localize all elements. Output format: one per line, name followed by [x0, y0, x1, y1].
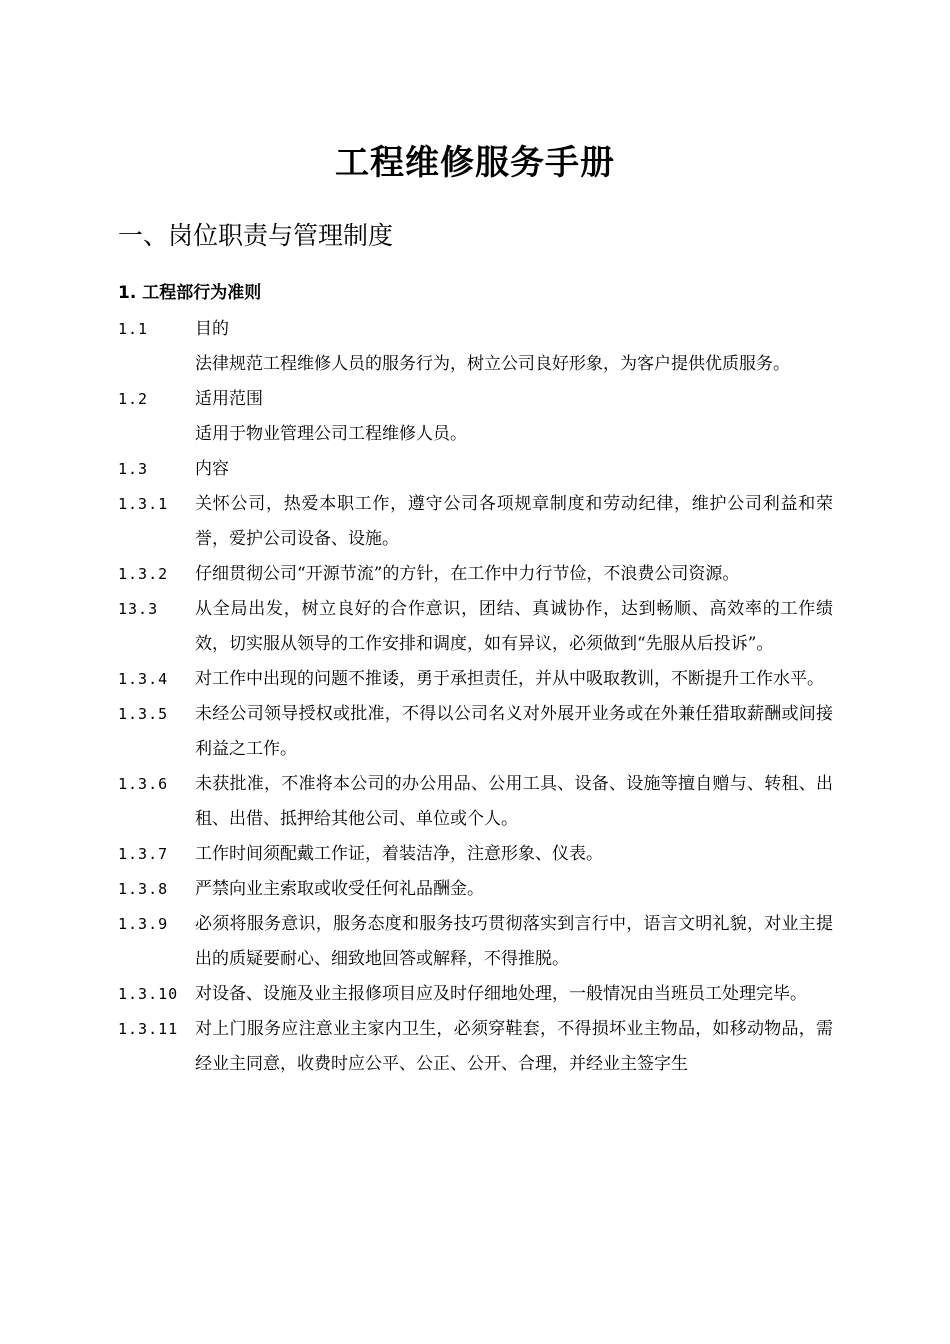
clause-1-3-11 — [118, 1012, 833, 1082]
clause-number: 1.3.9 — [118, 915, 169, 933]
clause-text: 工作时间须配戴工作证，着装洁净，注意形象、仪表。 — [195, 844, 603, 864]
clause-1-1 — [118, 312, 833, 347]
clause-1-3-9 — [118, 907, 833, 977]
section-heading: 一、岗位职责与管理制度 — [118, 221, 394, 250]
clause-number: 1.3.4 — [118, 670, 169, 688]
clause-1-3-8 — [118, 872, 833, 907]
clause-1-3-1 — [118, 487, 833, 557]
clause-1-3-2 — [118, 557, 833, 592]
clause-number: 1.3.2 — [118, 565, 169, 583]
clause-number: 13.3 — [118, 600, 159, 618]
clause-body: 法律规范工程维修人员的服务行为，树立公司良好形象，为客户提供优质服务。 — [195, 354, 790, 374]
clause-1-3 — [118, 452, 833, 487]
clause-1-3-5 — [118, 697, 833, 767]
clause-number: 1.3.10 — [118, 985, 179, 1003]
clause-number: 1.2 — [118, 390, 149, 408]
clause-number: 1.3 — [118, 460, 149, 478]
clause-text: 目的 — [195, 319, 229, 339]
clause-number: 1.3.6 — [118, 775, 169, 793]
clause-1-3-7 — [118, 837, 833, 872]
clause-text: 严禁向业主索取或收受任何礼品酬金。 — [195, 879, 484, 899]
clause-text: 内容 — [195, 459, 229, 479]
clause-text: 仔细贯彻公司“开源节流”的方针，在工作中力行节俭，不浪费公司资源。 — [195, 564, 740, 584]
clause-text: 未经公司领导授权或批准，不得以公司名义对外展开业务或在外兼任猎取薪酬或间接利益之工作。 — [195, 704, 833, 759]
clause-number: 1.3.11 — [118, 1020, 179, 1038]
clause-list — [118, 312, 833, 1082]
clause-text: 对上门服务应注意业主家内卫生，必须穿鞋套，不得损坏业主物品，如移动物品，需经业主同意，收费时应公平、公正、公开、合理，并经业主签字生 — [195, 1019, 833, 1074]
clause-1-3-10 — [118, 977, 833, 1012]
clause-number: 1.1 — [118, 320, 149, 338]
clause-body: 适用于物业管理公司工程维修人员。 — [195, 424, 467, 444]
clause-1-3-3 — [118, 592, 833, 662]
clause-number: 1.3.7 — [118, 845, 169, 863]
clause-1-3-6 — [118, 767, 833, 837]
clause-text: 必须将服务意识，服务态度和服务技巧贯彻落实到言行中，语言文明礼貌，对业主提出的质疑要耐心、细致地回答或解释，不得推脱。 — [195, 914, 833, 969]
clause-text: 对设备、设施及业主报修项目应及时仔细地处理，一般情况由当班员工处理完毕。 — [195, 984, 807, 1004]
clause-1-2 — [118, 382, 833, 417]
clause-number: 1.3.1 — [118, 495, 169, 513]
clause-text: 关怀公司，热爱本职工作，遵守公司各项规章制度和劳动纪律，维护公司利益和荣誉，爱护公司设备、设施。 — [195, 494, 833, 549]
clause-text: 适用范围 — [195, 389, 263, 409]
clause-number: 1.3.5 — [118, 705, 169, 723]
sub-heading: 1. 工程部行为准则 — [118, 283, 262, 303]
clause-text: 对工作中出现的问题不推诿，勇于承担责任，并从中吸取教训，不断提升工作水平。 — [195, 669, 824, 689]
clause-number: 1.3.8 — [118, 880, 169, 898]
page-title: 工程维修服务手册 — [335, 143, 615, 183]
clause-1-3-4 — [118, 662, 833, 697]
clause-text: 未获批准，不准将本公司的办公用品、公用工具、设备、设施等擅自赠与、转租、出租、出借、抵押给其他公司、单位或个人。 — [195, 774, 833, 829]
clause-text: 从全局出发，树立良好的合作意识，团结、真诚协作，达到畅顺、高效率的工作绩效，切实服从领导的工作安排和调度，如有异议，必须做到“先服从后投诉”。 — [195, 599, 833, 654]
